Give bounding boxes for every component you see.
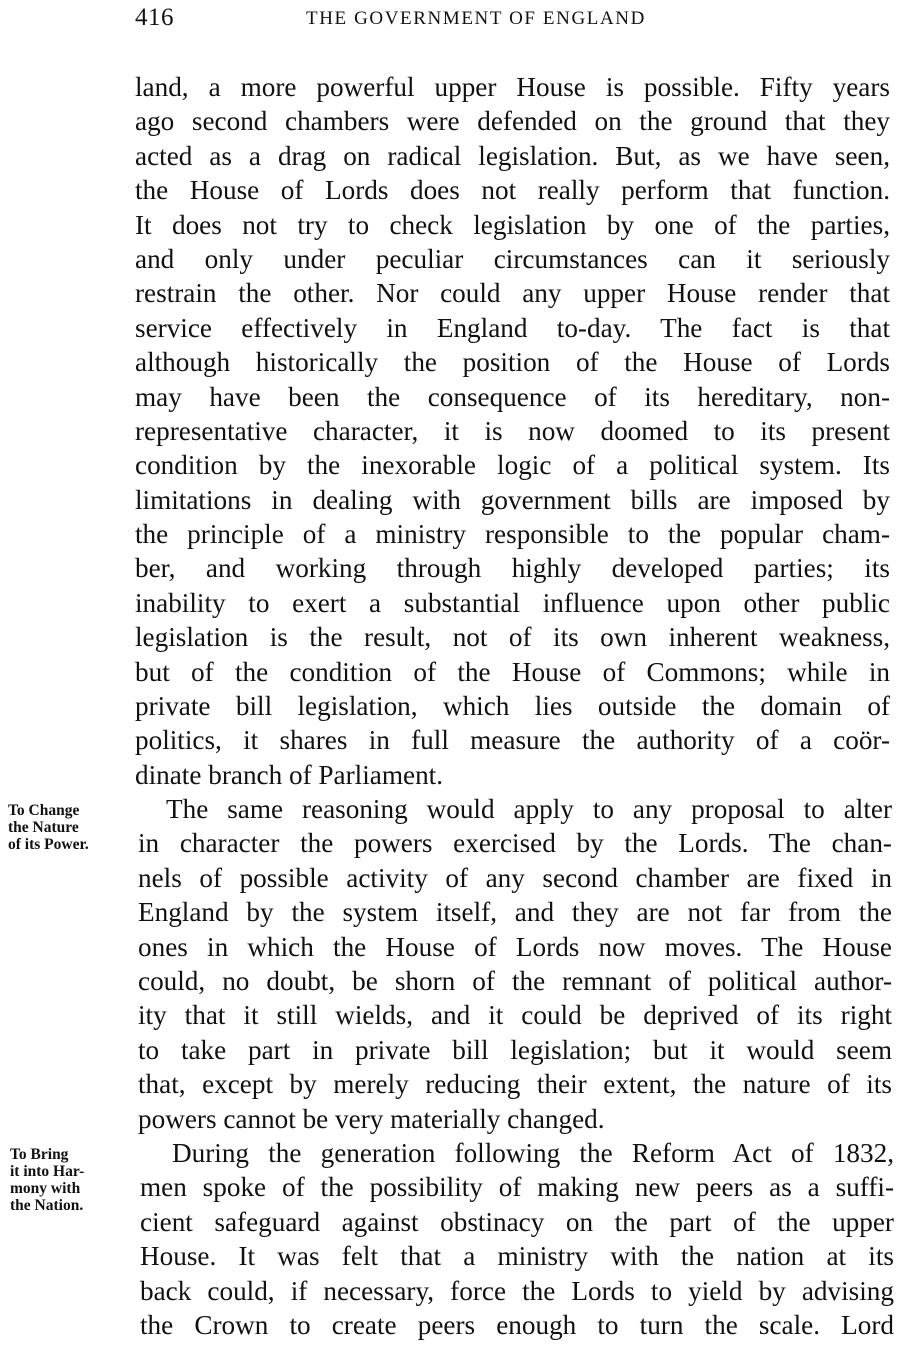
text-line: but of the condition of the House of Commons; while in [135, 656, 890, 687]
text-line: legislation is the result, not of its own inherent weakness, [135, 622, 890, 653]
margin-note-line: To Bring [10, 1146, 69, 1163]
text-line: ity that it still wields, and it could be deprived of its right [138, 1000, 892, 1031]
text-line: the Crown to create peers enough to turn the scale. Lord [140, 1309, 894, 1340]
text-line: condition by the inexorable logic of a political system. Its [135, 450, 890, 481]
text-line: to take part in private bill legislation; but it would seem [138, 1034, 892, 1065]
text-line: could, no doubt, be shorn of the remnant of political author- [138, 965, 892, 996]
margin-note-2 [10, 1146, 84, 1214]
margin-note-line: To Change [8, 802, 80, 819]
text-line: ones in which the House of Lords now moves. The House [138, 931, 892, 962]
text-line: private bill legislation, which lies outside the domain of [135, 691, 890, 722]
text-line: that, except by merely reducing their extent, the nature of its [138, 1069, 892, 1100]
running-title: THE GOVERNMENT OF ENGLAND [306, 8, 646, 29]
text-line: acted as a drag on radical legislation. But, as we have seen, [135, 140, 890, 171]
text-line: dinate branch of Parliament. [135, 759, 444, 790]
text-line: House. It was felt that a ministry with the nation at its [140, 1241, 894, 1272]
text-line: although historically the position of the House of Lords [135, 347, 890, 378]
paragraph-1 [135, 70, 890, 792]
text-line: During the generation following the Reform Act of 1832, [172, 1138, 894, 1168]
text-line: England by the system itself, and they are not far from the [138, 897, 892, 928]
margin-note-line: of its Power. [8, 836, 89, 853]
margin-note-1 [8, 802, 89, 853]
text-line: ber, and working through highly developed parties; its [135, 553, 890, 584]
text-line: the House of Lords does not really perform that function. [135, 175, 890, 206]
text-line: service effectively in England to-day. The fact is that [135, 312, 890, 343]
page-number: 416 [135, 4, 174, 31]
text-line: inability to exert a substantial influence upon other public [135, 587, 890, 618]
text-line: ago second chambers were defended on the ground that they [135, 106, 890, 137]
text-line: land, a more powerful upper House is possible. Fifty years [135, 72, 890, 102]
paragraph-2 [138, 792, 892, 1136]
text-line: politics, it shares in full measure the authority of a coör- [135, 725, 890, 756]
running-head [0, 4, 923, 40]
paragraph-3 [140, 1136, 894, 1342]
text-line: representative character, it is now doomed to its present [135, 415, 890, 446]
margin-note-line: it into Har- [10, 1163, 85, 1180]
text-line: and only under peculiar circumstances can it seriously [135, 243, 890, 274]
margin-note-line: the Nation. [10, 1197, 84, 1214]
text-line: limitations in dealing with government bills are imposed by [135, 484, 890, 515]
margin-note-line: the Nature [8, 819, 79, 836]
margin-note-line: mony with [10, 1180, 81, 1197]
text-line: nels of possible activity of any second chamber are fixed in [138, 862, 892, 893]
text-line: cient safeguard against obstinacy on the part of the upper [140, 1206, 894, 1237]
text-line: The same reasoning would apply to any proposal to alter [166, 794, 892, 824]
text-line: the principle of a ministry responsible to the popular cham- [135, 519, 890, 550]
text-line: in character the powers exercised by the Lords. The chan- [138, 828, 892, 859]
text-line: It does not try to check legislation by one of the parties, [135, 209, 890, 240]
text-line: powers cannot be very materially changed. [138, 1103, 605, 1134]
text-line: men spoke of the possibility of making new peers as a suffi- [140, 1172, 894, 1203]
text-line: restrain the other. Nor could any upper House render that [135, 278, 890, 309]
text-line: may have been the consequence of its hereditary, non- [135, 381, 890, 412]
text-line: back could, if necessary, force the Lords to yield by advising [140, 1275, 894, 1306]
